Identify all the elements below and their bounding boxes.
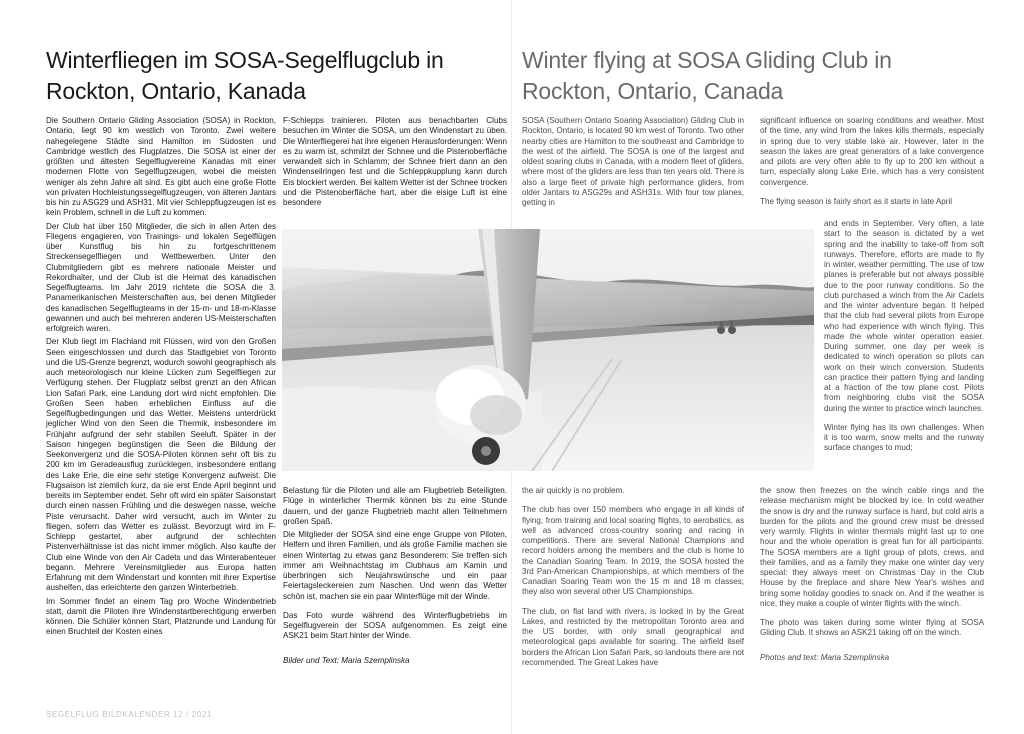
paragraph: Der Klub liegt im Flachland mit Flüssen, wird von den Großen Seen eingeschlossen und durch das Stadtgebiet von Toronto und die US-Grenze begrenzt, wodurch sowohl geographisch als auch meteorologisch nur kleine Lücken zum Segelfliegen zur Verfügung stehen. Der Flugplatz selbst grenzt an den African Lion Safari Park, eine Landung dort wird nicht empfohlen. Die Großen Seen haben erheblichen Einfluss auf die Segelflugbedingungen und das Wetter. Meistens unterdrückt jeglicher Wind von den Seen die Thermik, insbesondere im Frühjahr aufgrund der sehr stabilen Seeluft. Später in der Saison hingegen begünstigen die Seen die Bildung der Seekonvergenz und die SOSA-Piloten können sehr oft bis zu 200 km im Geradeausflug zurücklegen, insbesondere entlang des Lake Erie, die eine sehr stetige Konvergenz aufweist. Die Flugsaison ist ziemlich kurz, da sie erst Ende April beginnt und bereits im September endet. Sehr oft wird ein später Saisonstart durch einen nassen Frühling und die deswegen nasse, weiche Piste verursacht. Daher wird versucht, auch im Winter zu fliegen, sofern das Wetter es zulässt. Bevorzugt wird im F-Schlepp gestartet, aber aufgrund der schlechten Pistenverhältnisse ist das nicht immer möglich. Also kaufte der Club eine Winde von den Air Cadets und das Winterabenteuer begann. Mehrere Vereinsmitglieder aus Europa hatten Erfahrung mit dem Windenstart und konnten mit ihrer Expertise aushelfen, das erleichterte den ganzen Winterbetrieb. bbox=[46, 337, 276, 593]
paragraph: The club has over 150 members who engage in all kinds of flying, from training and local soaring flights, to aerobatics, as well as advanced cross-country soaring and racing in competitions. There are several National Champions and record holders among the members and the club is home to the Canadian Soaring Team. In 2019, the SOSA hosted the 3rd Pan-American Championships, at which members of the Canadian Soaring Team won the 15 m and 18 m classes; they also won several other US Championships. bbox=[522, 505, 744, 597]
paragraph: The club, on flat land with rivers, is locked in by the Great Lakes, and restricted by the metropolitan Toronto area and the US border, with only small geographical and meteorological gaps available for soaring. The airfield itself borders the African Lion Safari Park, so landouts there are not recommended. The Great Lakes have bbox=[522, 606, 744, 667]
english-column-2-bottom bbox=[760, 486, 984, 666]
paragraph: Der Club hat über 150 Mitglieder, die sich in allen Arten des Fliegens engagieren, von Trainings- und lokalen Segelflügen über Kunstflug bis hin zu fortgeschrittenem Streckensegelfliegen und Wettbewerben. Unter den Clubmitgliedern gibt es mehrere nationale Meister und Rekordhalter, und der Club ist die Heimat des kanadischen Segelflugteams. Im Jahr 2019 richtete die SOSA die 3. Panamerikanischen Meisterschaften aus, bei denen Mitglieder des kanadischen Segelflugteams in der 15-m- und 18-m-Klasse gewannen und auch bei mehreren anderen US-Meisterschaften erfolgreich waren. bbox=[46, 221, 276, 333]
english-title: Winter flying at SOSA Gliding Club in Rockton, Ontario, Canada bbox=[522, 47, 892, 104]
paragraph: F-Schlepps trainieren. Piloten aus benachbarten Clubs besuchen im Winter die SOSA, um den Windenstart zu üben. Die Winterfliegerei hat ihre eigenen Herausforderungen: Wenn es zu warm ist, schmilzt der Schnee und die Pistenoberfläche verwandelt sich in Schlamm; der Schnee friert dann an den Windenseilringen fest und die Schleppkupplung kann durch Eis blockiert werden. Bei kaltem Wetter ist der Schnee trocken und die Pistenoberfläche hart, aber die eisige Luft ist eine besondere bbox=[283, 116, 507, 207]
paragraph: Im Sommer findet an einem Tag pro Woche Windenbetrieb statt, damit die Piloten ihre Windenstartberechtigung erwerben können. Die Schüler können Start, Platzrunde und Landung für einen Bruchteil der Kosten eines bbox=[46, 596, 276, 637]
paragraph: the air quickly is no problem. bbox=[522, 486, 625, 495]
photo-credit: Photos and text: Maria Szemplinska bbox=[760, 652, 890, 662]
paragraph: SOSA (Southern Ontario Soaring Association) Gliding Club in Rockton, Ontario, is located 90 km west of Toronto. Two other nearby cities are Hamilton to the southeast and Cambridge to the west of the airfield. The SOSA is one of the largest and oldest soaring clubs in Canada, with a modern fleet of gliders, where most of the gliders are less than ten years old. There is also a large fleet of private high performance gliders, from older Jantars to ASG29s and ASH31s. With four tow planes, getting in bbox=[522, 116, 744, 207]
paragraph: Die Mitglieder der SOSA sind eine enge Gruppe von Piloten, Helfern und ihren Familien, und als große Familie machen sie einen Wintertag zu etwas ganz Besonderem: Sie treffen sich immer am Weihnachtstag im Clubhaus am Kamin und überbringen sich Neujahrswünsche und ein paar Feiertagsleckereien zum Naschen. Und wenn das Wetter schön ist, machen sie ein paar Winterflüge mit der Winde. bbox=[283, 530, 507, 601]
footer: SEGELFLUG BILDKALENDER 12 / 2021 bbox=[46, 710, 212, 719]
paragraph: The photo was taken during some winter flying at SOSA Gliding Club. It shows an ASK21 taking off on the winch. bbox=[760, 618, 984, 638]
english-column-1-bottom bbox=[522, 486, 744, 671]
english-column-2-side bbox=[824, 219, 984, 457]
german-column-2-bottom bbox=[283, 486, 507, 669]
paragraph: and ends in September. Very often, a late start to the season is dictated by a wet spring and the inability to take-off from soft runways. Therefore, efforts are made to fly in winter, weather permitting. The use of tow planes is preferable but not always possible due to the poor runway conditions. So the club purchased a winch from the Air Cadets and the winter adventure began. It helped that the club had several pilots from Europe who had experience with winch flying. This made the whole winter operation easier. During summer, one day per week is dedicated to winch operation so pilots can work on their winch conversion. Students can practice their pattern flying and landing at a fraction of the tow plane cost. Pilots from neighboring clubs visit the SOSA during the winter to practice winch launches. bbox=[824, 219, 984, 413]
german-column-1 bbox=[46, 116, 276, 641]
paragraph: significant influence on soaring conditions and weather. Most of the time, any wind from the lakes kills thermals, especially in spring due to very stable lake air. However, later in the season the lakes are great generators of a lake convergence and pilots are very often able to fly up to 200 km without a turn, especially along Lake Erie, which has a very consistent convergence. bbox=[760, 116, 984, 187]
german-title: Winterfliegen im SOSA-Segelflugclub in Rockton, Ontario, Kanada bbox=[46, 47, 444, 104]
paragraph: Die Southern Ontario Gliding Association (SOSA) in Rockton, Ontario, liegt 90 km westlich von Toronto. Zwei weitere nahegelegene Städte sind Hamilton im Südosten und Cambridge westlich des Flugplatzes. Die SOSA ist einer der größten und ältesten Segelflugvereine Kanadas mit einer modernen Flotte von Segelflugzeugen, wobei die meisten weniger als zehn Jahre alt sind. Es gibt auch eine große Flotte von privaten Hochleistungssegelflugzeugen, von älteren Jantars bis hin zu ASG29 und ASH31. Mit vier Schleppflugzeugen ist es kein Problem, schnell in die Luft zu kommen. bbox=[46, 116, 276, 218]
german-column-2-top bbox=[283, 116, 507, 211]
glider-winter-photo bbox=[282, 229, 814, 471]
paragraph: Das Foto wurde während des Winterflugbetriebs im Segelflugverein der SOSA aufgenommen. Es zeigt eine ASK21 beim Start hinter der Winde. bbox=[283, 610, 507, 641]
paragraph: Belastung für die Piloten und alle am Flugbetrieb Beteiligten. Flüge in winterlicher Thermik können bis zu eine Stunde dauern, und der ganze Flugbetrieb macht allen Teilnehmern großen Spaß. bbox=[283, 486, 507, 526]
english-column-1-top bbox=[522, 116, 744, 211]
paragraph: The flying season is fairly short as it starts in late April bbox=[760, 196, 953, 206]
paragraph: the snow then freezes on the winch cable rings and the release mechanism might be blocked by ice. In cold weather the snow is dry and the runway surface is hard, but cold airis a burden for the pilots and the ground crew must be dressed very warmly. Flights in winter thermals might last up to one hour and the whole operation is great fun for all participants. The SOSA members are a tight group of pilots, crews, and their families, and as a family they make one winter day very special: they always meet on Christmas Day in the Club House by the fireplace and share New Year's wishes and bring some holiday goodies to snack on. And if the weather is nice, they make a couple of winter flights with the winch. bbox=[760, 486, 984, 608]
photo-credit: Bilder und Text: Maria Szemplinska bbox=[283, 655, 410, 665]
paragraph: Winter flying has its own challenges. When it is too warm, snow melts and the runway surface changes to mud; bbox=[824, 422, 984, 453]
english-column-2-top bbox=[760, 116, 984, 210]
glider-photo-illustration bbox=[282, 229, 814, 471]
